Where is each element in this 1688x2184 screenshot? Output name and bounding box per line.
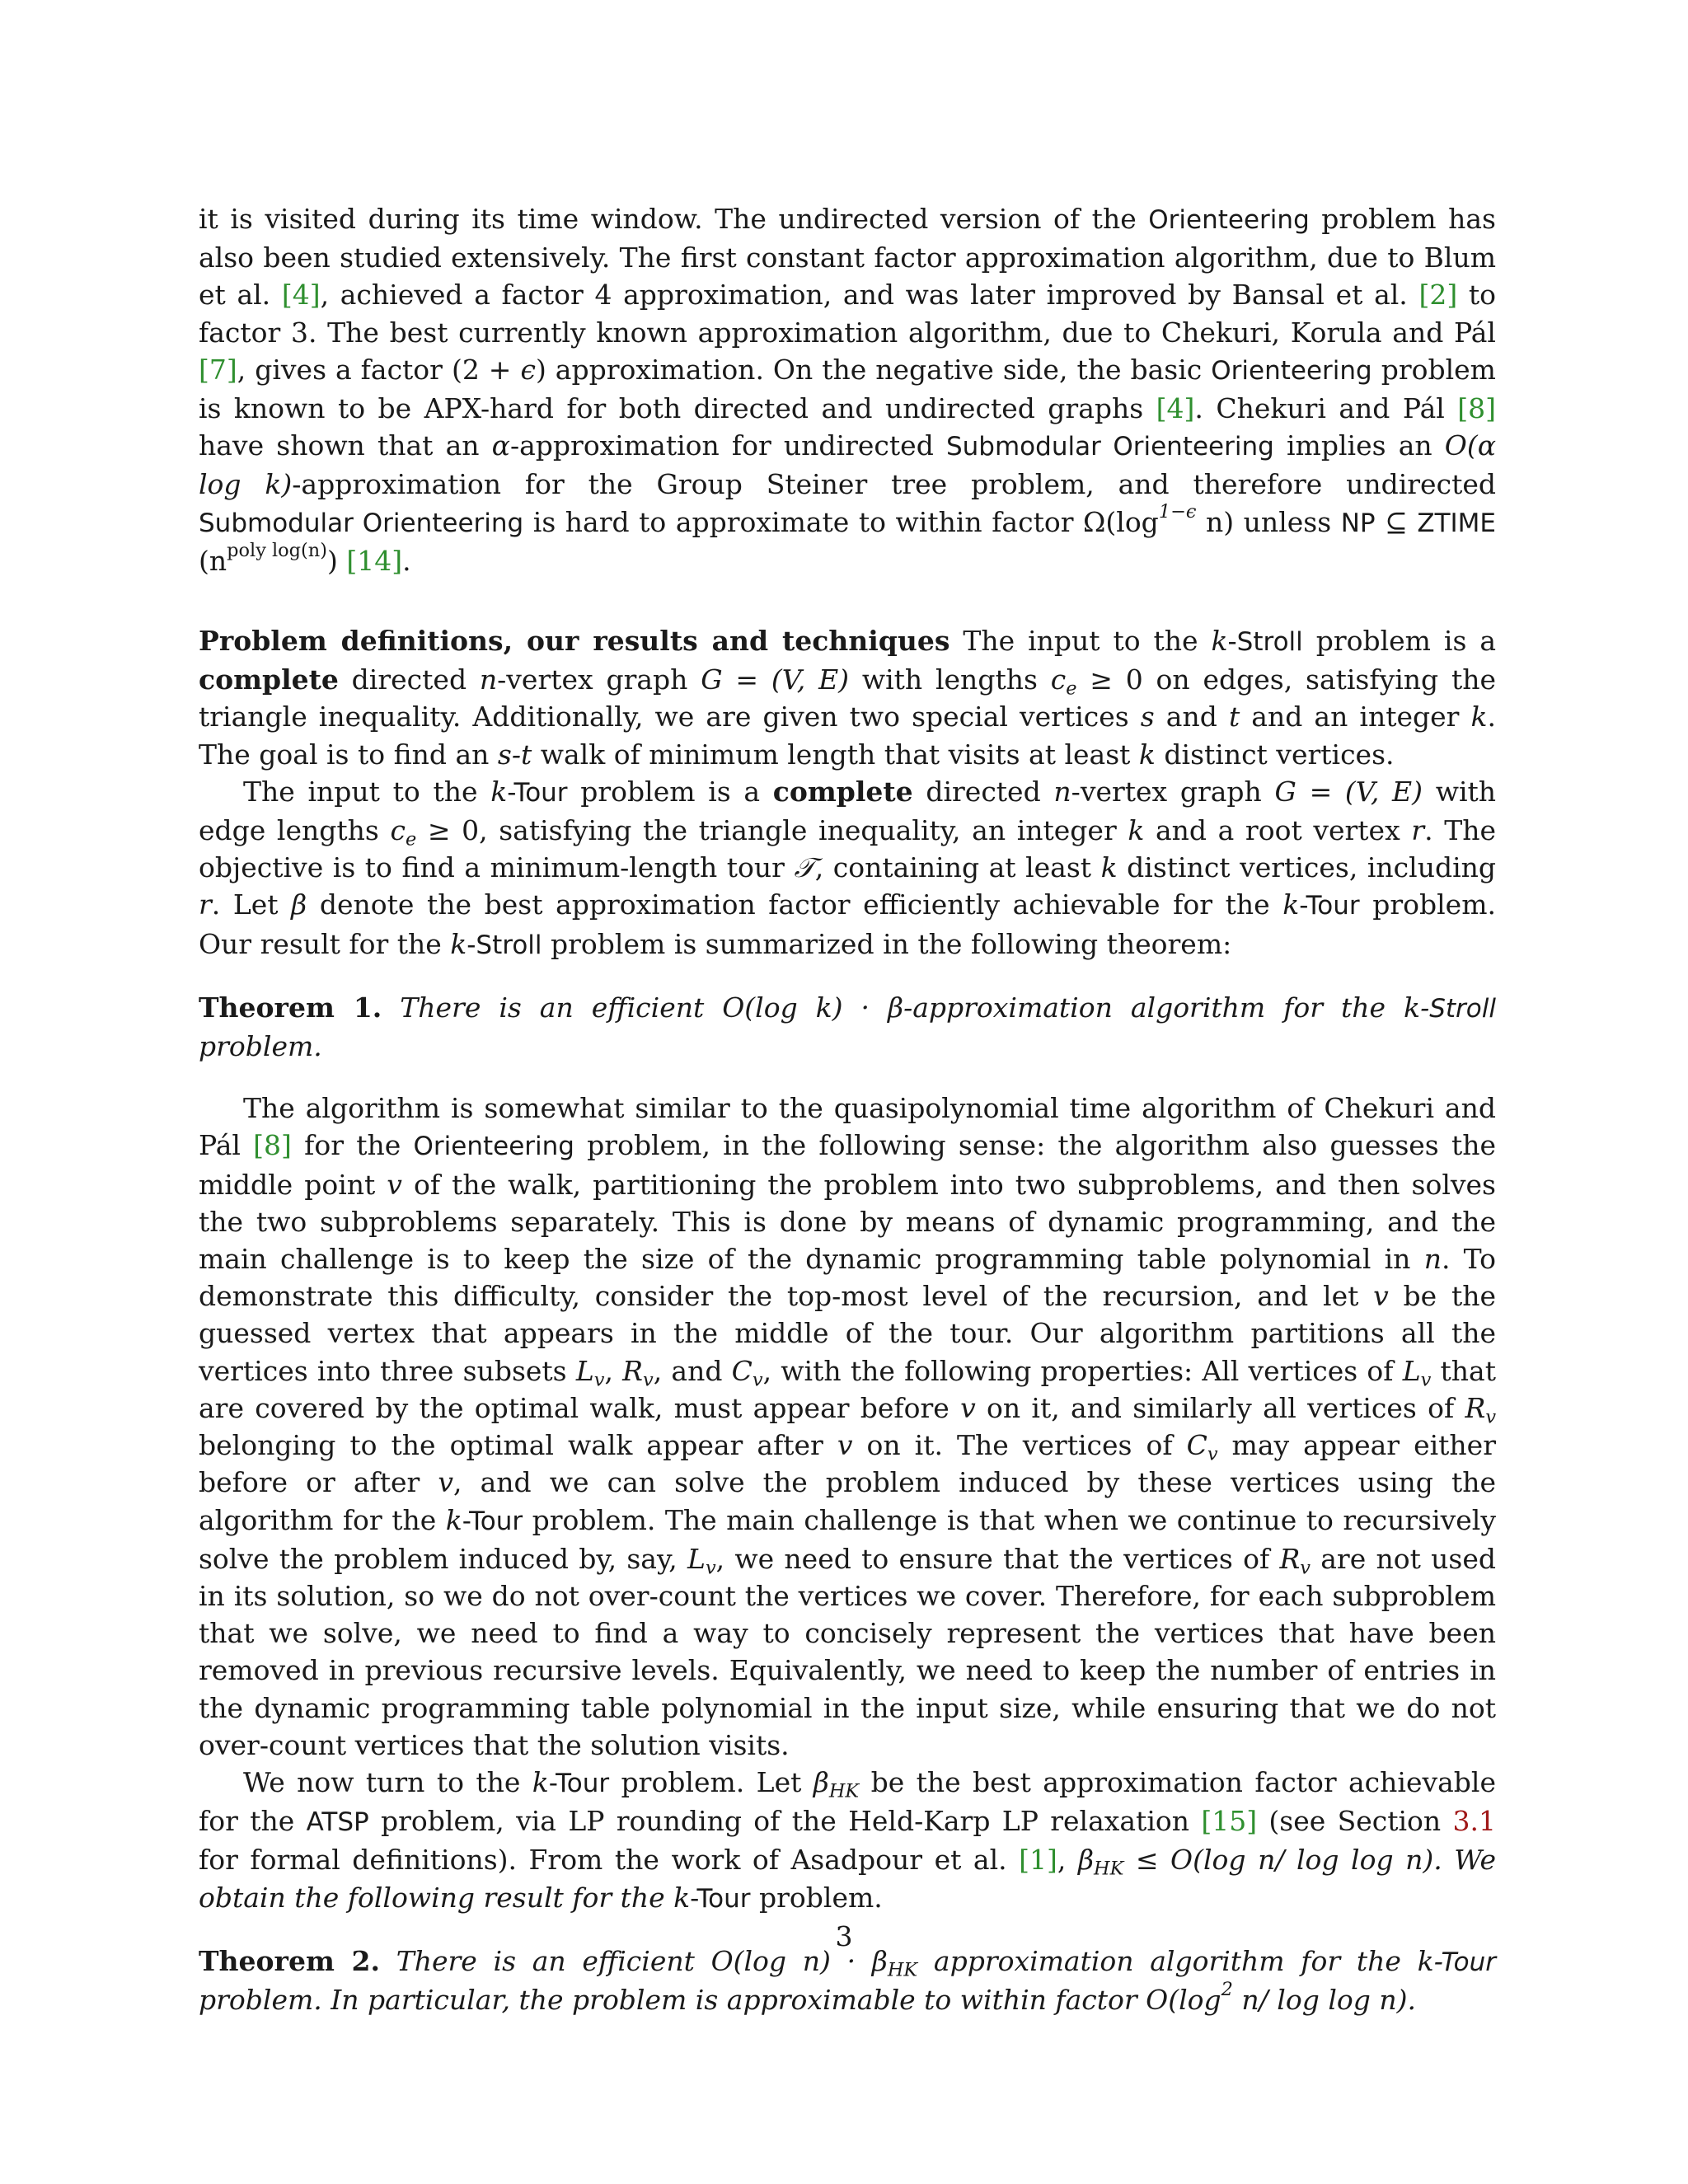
citation-link[interactable]: [8]: [253, 1129, 292, 1162]
term-submodular-orienteering: Submodular Orienteering: [945, 432, 1274, 462]
citation-link[interactable]: [2]: [1418, 279, 1458, 312]
paragraph-related-work: it is visited during its time window. The undirected version of the Orienteering problem has also been studied extensively. The first constant factor approximation algorithm, due to Blum et al. [4], achieved a factor 4 approximation, and was later improved by Bansal et al. [2] to factor 3. The best currently known approximation algorithm, due to Chekuri, Korula and Pál [7], gives a factor (2 + ϵ) approximation. On the negative side, the basic Orienteering problem is known to be APX-hard for both directed and undirected graphs [4]. Chekuri and Pál [8] have shown that an α-approximation for undirected Submodular Orienteering implies an O(α log k)-approximation for the Group Steiner tree problem, and therefore undirected Submodular Orienteering is hard to approximate to within factor $\Omega(\log^{1-\epsilon}$ n) unless NP ⊆ ZTIME $(n^{poly log(n)})$ [14].: [199, 203, 1497, 577]
citation-link[interactable]: [14]: [346, 544, 403, 577]
citation-link[interactable]: [7]: [199, 353, 237, 386]
theorem-2: Theorem 2. There is an efficient O(log $n) \cdot \beta_{HK}$ approximation algorithm for the k-Tour problem. In particular, the problem is approximable to within factor $O(\log^2$ n/ log log n).: [199, 1944, 1497, 2016]
term-orienteering: Orienteering: [1148, 205, 1310, 235]
page-number: 3: [835, 1920, 853, 1952]
section-link[interactable]: 3.1: [1452, 1805, 1496, 1838]
theorem-1: Theorem 1. There is an efficient O(log k) · β-approximation algorithm for the k-Stroll problem.: [199, 991, 1496, 1063]
section-heading: Problem definitions, our results and techniques: [199, 625, 950, 658]
citation-link[interactable]: [8]: [1457, 392, 1497, 425]
theorem-label: Theorem 1.: [199, 991, 382, 1024]
citation-link[interactable]: [4]: [281, 279, 321, 312]
paper-page: [199, 200, 1496, 2018]
citation-link[interactable]: [4]: [1156, 392, 1195, 425]
term-orienteering: Orienteering: [1211, 355, 1372, 386]
paragraph-k-tour-results: We now turn to the k-Tour problem. Let $\beta_{HK}$ be the best approximation factor achievable for the ATSP problem, via LP rounding of the Held-Karp LP relaxation [15] (see Section 3.1 for formal definitions). From the work of Asadpour et al. [1], $\beta_{HK} \le O(\log$ n/ log log n). We obtain the following result for the k-Tour problem.: [199, 1765, 1497, 1914]
paragraph-problem-definitions: Problem definitions, our results and techniques The input to the k-Stroll problem is a complete directed n-vertex graph G = (V, E) with lengths $c_e \ge 0$ on edges, satisfying the triangle inequality. Additionally, we are given two special vertices s and t and an integer k. The goal is to find an s-t walk of minimum length that visits at least k distinct vertices.: [199, 625, 1497, 771]
paragraph-algorithm-overview: The algorithm is somewhat similar to the quasipolynomial time algorithm of Chekuri and Pál [8] for the Orienteering problem, in the following sense: the algorithm also guesses the middle point v of the walk, partitioning the problem into two subproblems, and then solves the two subproblems separately. This is done by means of dynamic programming, and the main challenge is to keep the size of the dynamic programming table polynomial in n. To demonstrate this difficulty, consider the top-most level of the recursion, and let v be the guessed vertex that appears in the middle of the tour. Our algorithm partitions all the vertices into three subsets $L_v$, $R_v$, and $C_v$, with the following properties: All vertices of $L_v$ that are covered by the optimal walk, must appear before v on it, and similarly all vertices of $R_v$ belonging to the optimal walk appear after v on it. The vertices of $C_v$ may appear either before or after v, and we can solve the problem induced by these vertices using the algorithm for the k-Tour problem. The main challenge is that when we continue to recursively solve the problem induced by, say, $L_v$, we need to ensure that the vertices of $R_v$ are not used in its solution, so we do not over-count the vertices we cover. Therefore, for each subproblem that we solve, we need to find a way to concisely represent the vertices that have been removed in previous recursive levels. Equivalently, we need to keep the number of entries in the dynamic programming table polynomial in the input size, while ensuring that we do not over-count vertices that the solution visits.: [199, 1092, 1497, 1761]
term-submodular-orienteering: Submodular Orienteering: [199, 508, 524, 538]
citation-link[interactable]: [15]: [1201, 1805, 1258, 1838]
theorem-label: Theorem 2.: [199, 1944, 381, 1977]
paragraph-k-tour-definition: The input to the k-Tour problem is a complete directed n-vertex graph G = (V, E) with edge lengths $c_e \ge 0$, satisfying the triangle inequality, an integer k and a root vertex r. The objective is to find a minimum-length tour 𝒯, containing at least k distinct vertices, including r. Let β denote the best approximation factor efficiently achievable for the k-Tour problem. Our result for the k-Stroll problem is summarized in the following theorem:: [199, 775, 1497, 960]
citation-link[interactable]: [1]: [1019, 1844, 1057, 1877]
